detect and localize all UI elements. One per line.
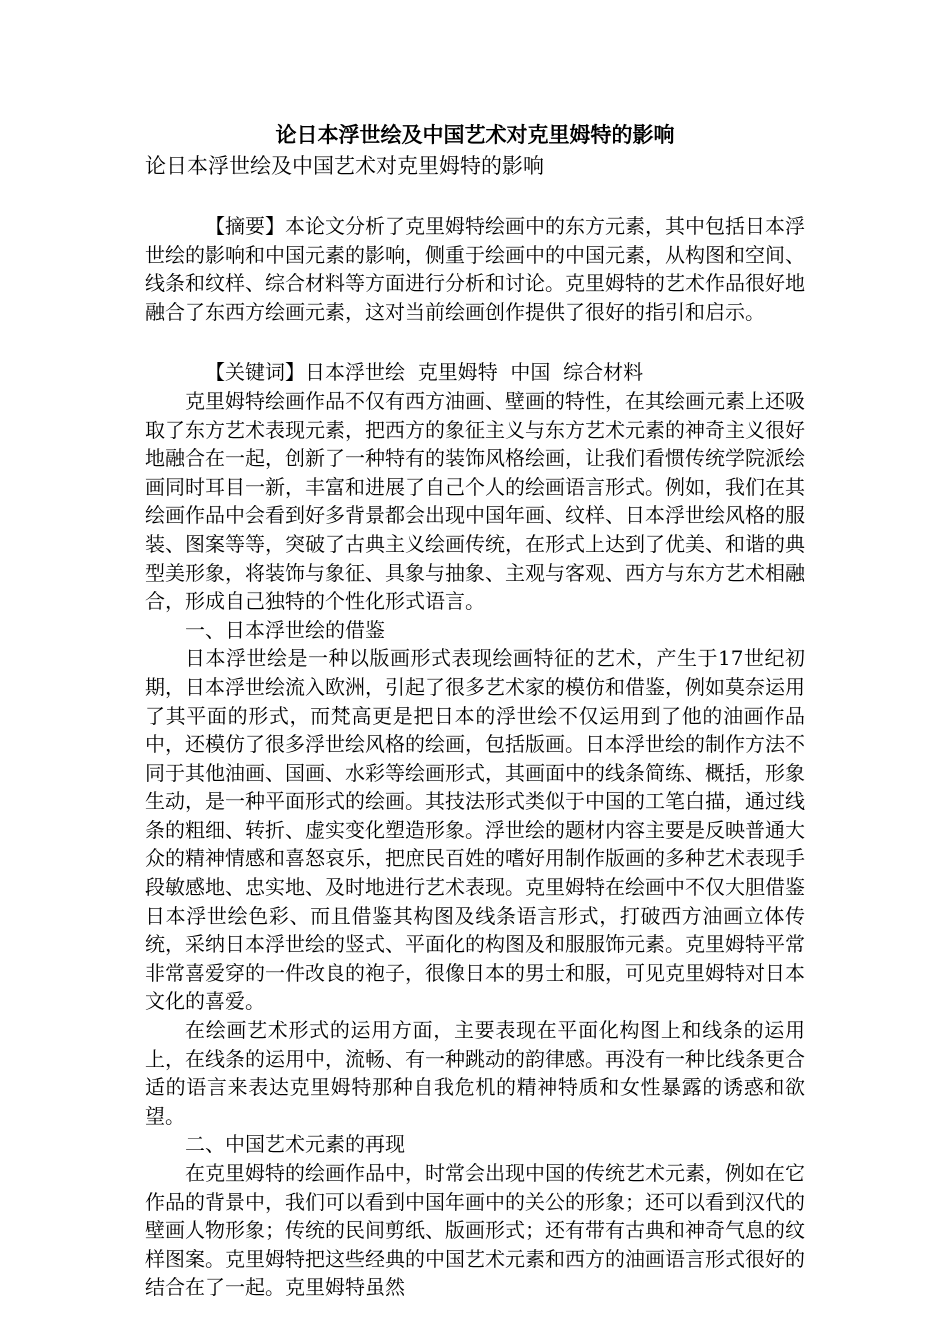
spacer xyxy=(145,180,805,212)
intro-paragraph: 克里姆特绘画作品不仅有西方油画、壁画的特性，在其绘画元素上还吸取了东方艺术表现元素，把西方的象征主义与东方艺术元素的神奇主义很好地融合在一起，创新了一种特有的装饰风格绘画，让我们看惯传统学院派绘画同时耳目一新，丰富和进展了自己个人的绘画语言形式。例如，我们在其绘画作品中会看到好多背景都会出现中国年画、纹样、日本浮世绘风格的服装、图案等等，突破了古典主义绘画传统，在形式上达到了优美、和谐的典型美形象，将装饰与象征、具象与抽象、主观与客观、西方与东方艺术相融合，形成自己独特的个性化形式语言。 xyxy=(145,388,805,614)
section-heading-2: 二、中国艺术元素的再现 xyxy=(185,1132,405,1157)
document-subtitle: 论日本浮世绘及中国艺术对克里姆特的影响 xyxy=(145,154,544,178)
section2-paragraph-1: 在克里姆特的绘画作品中，时常会出现中国的传统艺术元素，例如在它作品的背景中，我们可以看到中国年画中的关公的形象；还可以看到汉代的壁画人物形象；传统的民间剪纸、版画形式；还有带有古典和神奇气息的纹样图案。克里姆特把这些经典的中国艺术元素和西方的油画语言形式很好的结合在了一起。克里姆特虽然 xyxy=(145,1161,805,1300)
abstract-paragraph: 【摘要】本论文分析了克里姆特绘画中的东方元素，其中包括日本浮世绘的影响和中国元素的影响，侧重于绘画中的中国元素，从构图和空间、线条和纹样、综合材料等方面进行分析和讨论。克里姆特的艺术作品很好地融合了东西方绘画元素，这对当前绘画创作提供了很好的指引和启示。 xyxy=(145,214,805,324)
section1-paragraph-2: 在绘画艺术形式的运用方面，主要表现在平面化构图上和线条的运用上，在线条的运用中，流畅、有一种跳动的韵律感。再没有一种比线条更合适的语言来表达克里姆特那种自我危机的精神特质和女性暴露的诱惑和欲望。 xyxy=(145,1018,805,1128)
document-title: 论日本浮世绘及中国艺术对克里姆特的影响 xyxy=(275,122,675,147)
section-heading-1: 一、日本浮世绘的借鉴 xyxy=(185,617,385,642)
section1-paragraph-1: 日本浮世绘是一种以版画形式表现绘画特征的艺术，产生于17世纪初期，日本浮世绘流入欧洲，引起了很多艺术家的模仿和借鉴，例如莫奈运用了其平面的形式，而梵高更是把日本的浮世绘不仅运用到了他的油画作品中，还模仿了很多浮世绘风格的绘画，包括版画。日本浮世绘的制作方法不同于其他油画、国画、水彩等绘画形式，其画面中的线条简练、概括，形象生动，是一种平面形式的绘画。其技法形式类似于中国的工笔白描，通过线条的粗细、转折、虚实变化塑造形象。浮世绘的题材内容主要是反映普通大众的精神情感和喜怒哀乐，把庶民百姓的嗜好用制作版画的多种艺术表现手段敏感地、忠实地、及时地进行艺术表现。克里姆特在绘画中不仅大胆借鉴日本浮世绘色彩、而且借鉴其构图及线条语言形式，打破西方油画立体传统，采纳日本浮世绘的竖式、平面化的构图及和服服饰元素。克里姆特平常非常喜爱穿的一件改良的袍子，很像日本的男士和服，可见克里姆特对日本文化的喜爱。 xyxy=(145,646,805,1014)
keywords-line: 【关键词】日本浮世绘 克里姆特 中国 综合材料 xyxy=(205,360,644,385)
document-body xyxy=(145,118,805,1302)
spacer xyxy=(145,326,805,358)
